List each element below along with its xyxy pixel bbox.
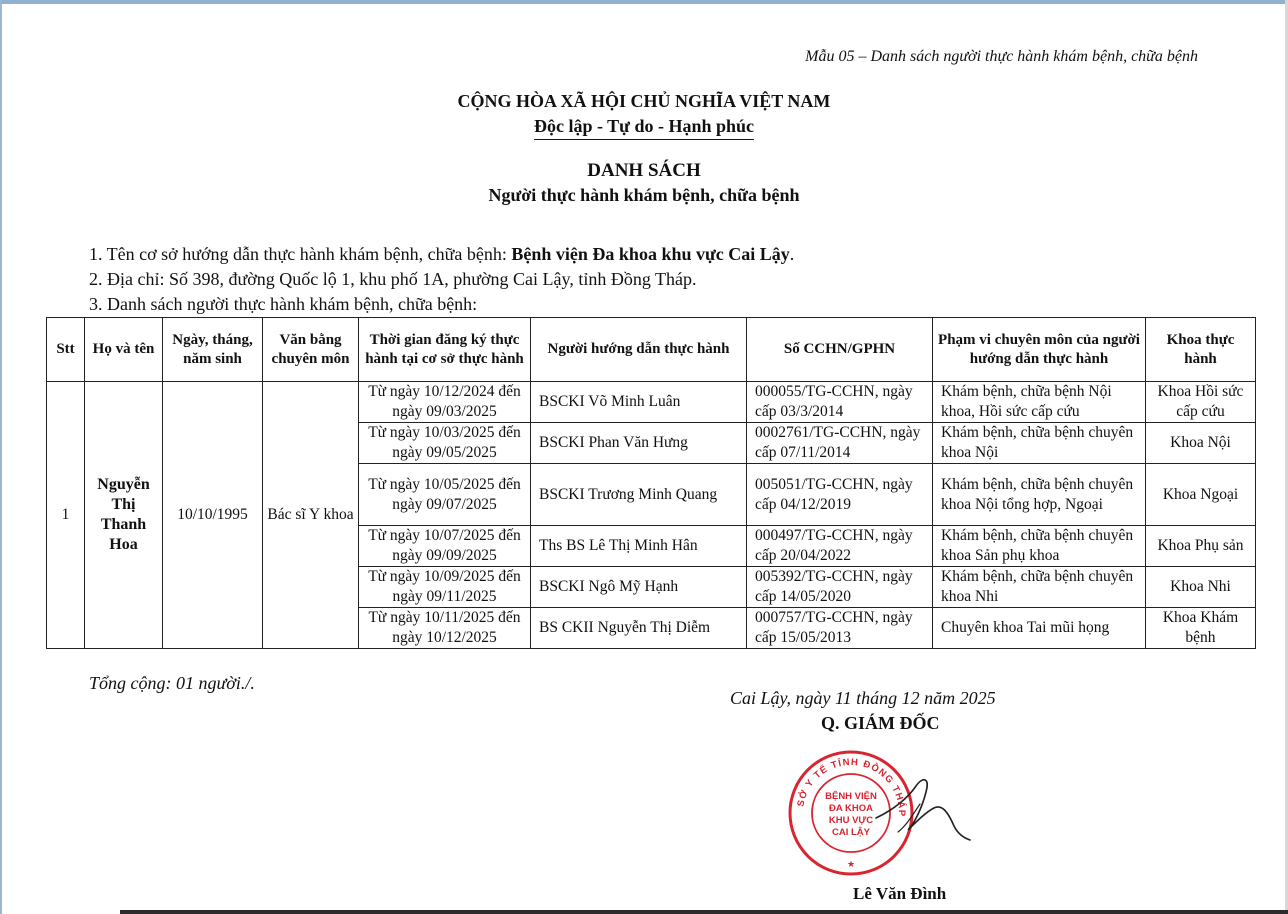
total-count: Tổng cộng: 01 người./. [89,673,255,693]
cell-scope: Khám bệnh, chữa bệnh chuyên khoa Sản phụ khoa [933,526,1146,567]
motto-wrapper [0,116,1288,140]
cell-dob: 10/10/1995 [163,382,263,649]
window-top-edge [0,0,1288,4]
cell-license: 005392/TG-CCHN, ngày cấp 14/05/2020 [747,567,933,608]
window-bottom-edge [120,910,1288,914]
stamp-line-1: BỆNH VIỆN [825,791,877,802]
col-header-dob: Ngày, tháng, năm sinh [163,318,263,382]
cell-scope: Khám bệnh, chữa bệnh chuyên khoa Nội tổng hợp, Ngoại [933,464,1146,526]
cell-degree: Bác sĩ Y khoa [263,382,359,649]
cell-period: Từ ngày 10/07/2025 đến ngày 09/09/2025 [359,526,531,567]
form-code: Mẫu 05 – Danh sách người thực hành khám bệnh, chữa bệnh [805,48,1198,65]
cell-scope: Khám bệnh, chữa bệnh chuyên khoa Nhi [933,567,1146,608]
col-header-scope: Phạm vi chuyên môn của người hướng dẫn thực hành [933,318,1146,382]
cell-period: Từ ngày 10/11/2025 đến ngày 10/12/2025 [359,608,531,649]
info-address: 2. Địa chỉ: Số 398, đường Quốc lộ 1, khu phố 1A, phường Cai Lậy, tỉnh Đồng Tháp. [89,269,697,289]
cell-mentor: BS CKII Nguyễn Thị Diễm [531,608,747,649]
cell-mentor: BSCKI Võ Minh Luân [531,382,747,423]
cell-mentor: Ths BS Lê Thị Minh Hân [531,526,747,567]
stamp-ring-text: SỞ Y TẾ TỈNH ĐỒNG THÁP [795,756,908,818]
cell-department: Khoa Nhi [1146,567,1256,608]
signer-name: Lê Văn Đình [853,884,947,903]
national-motto: Độc lập - Tự do - Hạnh phúc [534,116,754,140]
col-header-period: Thời gian đăng ký thực hành tại cơ sở thực hành [359,318,531,382]
document-title: DANH SÁCH [587,160,701,181]
place-and-date: Cai Lậy, ngày 11 tháng 12 năm 2025 [730,688,996,708]
cell-license: 0002761/TG-CCHN, ngày cấp 07/11/2014 [747,423,933,464]
cell-period: Từ ngày 10/12/2024 đến ngày 09/03/2025 [359,382,531,423]
info-facility-label: 1. Tên cơ sở hướng dẫn thực hành khám bệnh, chữa bệnh: [89,244,512,264]
cell-scope: Chuyên khoa Tai mũi họng [933,608,1146,649]
cell-department: Khoa Ngoại [1146,464,1256,526]
cell-stt: 1 [47,382,85,649]
col-header-degree: Văn bằng chuyên môn [263,318,359,382]
cell-department: Khoa Hồi sức cấp cứu [1146,382,1256,423]
cell-mentor: BSCKI Trương Minh Quang [531,464,747,526]
stamp-line-2: ĐA KHOA [829,803,873,814]
cell-department: Khoa Nội [1146,423,1256,464]
cell-period: Từ ngày 10/09/2025 đến ngày 09/11/2025 [359,567,531,608]
info-list-heading: 3. Danh sách người thực hành khám bệnh, chữa bệnh: [89,294,478,314]
cell-license: 005051/TG-CCHN, ngày cấp 04/12/2019 [747,464,933,526]
cell-license: 000757/TG-CCHN, ngày cấp 15/05/2013 [747,608,933,649]
cell-person-name: Nguyễn Thị Thanh Hoa [85,382,163,649]
stamp-line-3: KHU VỰC [828,815,874,826]
col-header-department: Khoa thực hành [1146,318,1256,382]
col-header-stt: Stt [47,318,85,382]
svg-text:★: ★ [846,860,856,870]
director-title: Q. GIÁM ĐỐC [821,713,940,733]
stamp-line-4: CAI LẬY [832,827,870,838]
cell-period: Từ ngày 10/03/2025 đến ngày 09/05/2025 [359,423,531,464]
table-row [47,382,1256,423]
cell-license: 000497/TG-CCHN, ngày cấp 20/04/2022 [747,526,933,567]
cell-department: Khoa Khám bệnh [1146,608,1256,649]
info-facility-name [89,244,794,265]
document-subtitle: Người thực hành khám bệnh, chữa bệnh [488,185,800,205]
national-title: CỘNG HÒA XÃ HỘI CHỦ NGHĨA VIỆT NAM [457,91,831,111]
col-header-mentor: Người hướng dẫn thực hành [531,318,747,382]
cell-mentor: BSCKI Phan Văn Hưng [531,423,747,464]
practitioner-table [46,317,1256,649]
col-header-name: Họ và tên [85,318,163,382]
info-facility-suffix: . [789,244,795,264]
cell-scope: Khám bệnh, chữa bệnh Nội khoa, Hồi sức cấp cứu [933,382,1146,423]
cell-period: Từ ngày 10/05/2025 đến ngày 09/07/2025 [359,464,531,526]
cell-scope: Khám bệnh, chữa bệnh chuyên khoa Nội [933,423,1146,464]
cell-mentor: BSCKI Ngô Mỹ Hạnh [531,567,747,608]
table-header-row [47,318,1256,382]
cell-license: 000055/TG-CCHN, ngày cấp 03/3/2014 [747,382,933,423]
col-header-license: Số CCHN/GPHN [747,318,933,382]
handwritten-signature-icon [868,768,973,848]
cell-department: Khoa Phụ sản [1146,526,1256,567]
info-facility-value: Bệnh viện Đa khoa khu vực Cai Lậy [511,244,790,264]
